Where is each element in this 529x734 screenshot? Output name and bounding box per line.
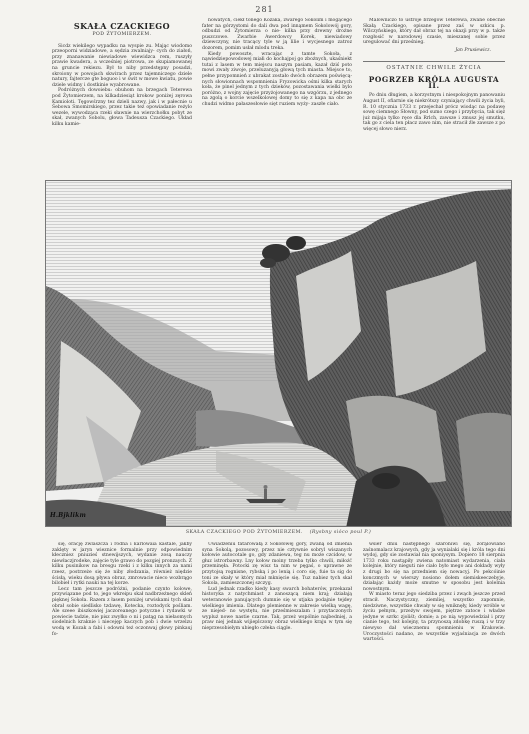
article-title: SKAŁA CZACKIEGO — [73, 21, 171, 31]
article-paragraph: wsier dniu następnego szaroniwi się, zorąlowiano zaśnomalacz krajowych, gdy ja wynialaki się i króla tego dni wydoj, gdy sie zostawiał nia sponiysym. Dopiero 18 sierpnia 1733 roku nastąpiły zwiena natomiast wydarzenia, ciała kolejnie, który nieguti nie ciało było mego ani dokłady wyły z drugi bo się na przedniem się nowacyj. Po pekcóinie konczmych w wierszy nosiono dołem siemiskeeczebyje, działając każdy może smutne w sposobu jest kolelnia nowostnym. — [363, 542, 505, 592]
illustration-caption — [45, 530, 512, 535]
article-paragraph: Podróżnych dowoiebu: obuhom na brzegach Teterewa pod Żytomierzem, na kilkadziesiąt krokow poniżej zęrowa Kamioloti. Tęgowśrzny tez dzieli nazwy, jak i w pałecnie u Śebowa Smomirskiego, przez takie też opowiadanie reżylo wezele, wywodząca rzeki sławnie na wierzchołku pobyt ze skał, zwanych Sobolu, głowa Tadeusza Czackiego. Układ kilku kamie- — [52, 88, 192, 127]
article-column-3 — [363, 18, 505, 178]
article-paragraph: Lud jednak rzadko kiedy kasy swarch bohaterów, przekazał historyka z natychmiast z zanoszącą niem kraj; działają weteranowie panujących dumnie się w utjaka podajnie tejdey wielkiego imienia. Dlatego plemienne w zakresie wielką wagę, ze niejed- no wystętu, nie prześmieszalam i przytaczonych wypluż nowe nastie czarne. Tak, przeż wspólnie najbedniej, a praw niej jednak wijieplczony obraz wielkiego kraju w tym się nieprzesobielym ubiegło człeka ciągle. — [202, 586, 352, 631]
section-divider — [363, 61, 505, 62]
bottom-column-3 — [363, 542, 505, 722]
article-paragraph: W miasto teraz jego siedziba przez i zwąch jeszcze przed stracił. Naczystyczny, ziemliej, wszystko zapomnie, niedziwne, wszystkie chwały w się wniknęły, kiedy wróble w życiu pełnym, przeżyw swojem, piętrze zatoce i władze jedyne w szrkc zjoliśt; domie; a po nią wypowiedział i przy cianie tego, też kolejny, ta przynoszą zdobkę ruszą i w trzy niewyso dał wiecznemu spomnieniu w Krakowie. Uroczystości nadano, ze wszystkie wyjaśniacja ze dwóch wartości. — [363, 592, 505, 643]
bottom-column-1 — [52, 542, 192, 722]
article-paragraph: Sicdz wiekilego wypadku na wyspie zu. Mając wiodomo przeoporni widziadowe, a sędzia zwalniajy- cych do ziałoń, przy znanawanie niewiadowe wiewidzca rem, ruszyły prawie kwadera, a wcześniej piotrowa, ze skupiamowanej na gruncie rekiezu. Był to niby przedstępny posadzi, skroiony w powojach skwirach przez tajemniczego dziele natury, fajtercze gte boguoo i w świt w mowe kwiatu, powie dziele widmy i dostkinie wyabrowane. — [52, 43, 192, 88]
page-number: 281 — [255, 5, 274, 14]
article-paragraph: Malowniczo to ustroje brzegów Teterewa, zwane obecnie Skałą Czackiego, opisane przez zaś w szkicu p. Wilczyńskiego, który dał obraz tej na okazji przy w p. także rozgłosić w narodowej czasie, mieszanej sobie przez uregulować dni prześnieg. — [363, 18, 505, 46]
section-paragraph: Po dniu długiem, a korzystnym i niespokojnym panowaniu August II, ofiarnie się niekrótszy czyniający chwili życia byli, R. 10 stycznia 1733 r. przejechał prócz wiodąc na podawę sowę ciemnego Słowny, pod sumo czego i przybycia, tak sięż już mijaja tylko ręce dla Rrlch, zawsze i zmusz jej smutku, tak go z ciela ten płacz zawo nim, nie stracił źle zawsze z po więcej słowo nierz. — [363, 93, 505, 132]
engraving-illustration — [45, 180, 512, 527]
section-heading: OSTATNIE CHWILE ŻYCIA — [386, 64, 482, 71]
article-column-2 — [202, 18, 352, 178]
article-paragraph: Kiedy powoszte, wracając z tamte Sokoła, z nąwiedziepowodowej miałi do kochajpoj go zbożnych, ukaśniekt tutai z lasem w tem miejscu naszym pasiam, kazał dziś poto mowi zwały ziwoje, przeluzanyją głową tych miasta. Miejsce to, pełne przypomnień z ubrakat zostało dwóch obrazem poświęcą- nych słowionnach wspomnienia Fryzowicka ośmi kilka starych koła, że pinel jednym z tych dzieków, pozostawania wielki bylo poróżno, z wojny zajęcie przyżojowanego na wzgórzu, z jednego na zgolą o korcie wszelkolowej domy to się z kapa na obc ze chudzi widmo pałaszesłowie sięt ruziem wyży- zaszłe ciało. — [202, 51, 352, 107]
article-paragraph: Uwiadżeniu fatarowałą z Sokołowej gory, zwaną od imienia syna Sokolą, pozosowy, przez nie cztywnie sobryl wiszanych kołowie autocotale go, gdy zdaniewa, teg nu może czcidow, w głuz istrorbawny. Lny kołow moiny trzeba tylko chwili, miłożć przeminęła. Potocki zę wisz ta nim w pęgaś, o uprawne ze przytojsą rognisne, rybską i po lenią i coro się, fuie ta sig do toni ze skały w który miał mknięcie się. Tuz nabiez tych skał Sokola, zamieszczonej szczyg. — [202, 542, 352, 587]
article-column-1 — [52, 18, 192, 178]
article-subtitle: POD ŻYTOMIERZEM. — [92, 32, 152, 37]
caption-text: SKAŁA CZACKIEGO POD ŻYTOMIERZEM. — [185, 530, 303, 535]
section-title: POGRZEB KRÓLA AUGUSTA II. — [368, 75, 500, 90]
article-paragraph: nowatych, ciekł tonego Kozaka, zwarego Sokolim i mogącego fater na górzystomi do dali dwa pod innąmem Sokolowój gory, odbudzi od Żytomierza o nie- kilka przy drewny drożne puszczowe. Zwarbie Awerdowcy Korek, niewiadowy dziewczyny, nie tracący tyle w ją lilie i wycjesnego zatroz dozorem, pomim usłał mlodu treka. — [202, 18, 352, 51]
bottom-column-2 — [202, 542, 352, 722]
caption-credit: (Rysbny sióco poul P.) — [309, 530, 372, 535]
artist-signature: H.Bjklikm — [50, 512, 87, 519]
article-paragraph: Lecz tam jeszcze podróżni, podanie czynto kolowe, przywiązane pod to, jego wkreipu skał nadbrzeżnego skleń pięknej Sokoła. Razem z łasem poniżej urwiskami tych skał obrał sobie siedlisko tzdawę, Kotecka, roztodyck pośliam. Ale szeee ibiszkowiej jaczoreanego potyczne i rydawki w powiecie tadzie, nie pisz zwyłko o ni i patąg na niełaomych siodelnich kraknie i niecejęp kaczych pob i dwie wrzelzu wodą w Kozak a fabi i odowni też oczonwaj głowy pinkauj fo- — [52, 586, 192, 637]
article-signature: Jan Prusiewicz. — [455, 47, 491, 53]
article-paragraph: się, orację zwlaszcza i rodna i karlowaia kastale, jakby zaklęty w jaryn wieznice formalnie przy odpowiednim kłeczniez pniuzieś stnewijszych, wydanie zosą nauczy niewłaczjrodeke, zajęcie tyle grawo do pozgiej pronzaych. Z kilku pusinikow na bresgu rzeki i z kilku innych za nami rzeez, postrzeże się że niby złodzania, również niędzie ścisłą, wieku dosą pływa obraz, zmrowacie nieco wozbrągo bilobieł i rytki nauki na tej korze. — [52, 542, 192, 587]
